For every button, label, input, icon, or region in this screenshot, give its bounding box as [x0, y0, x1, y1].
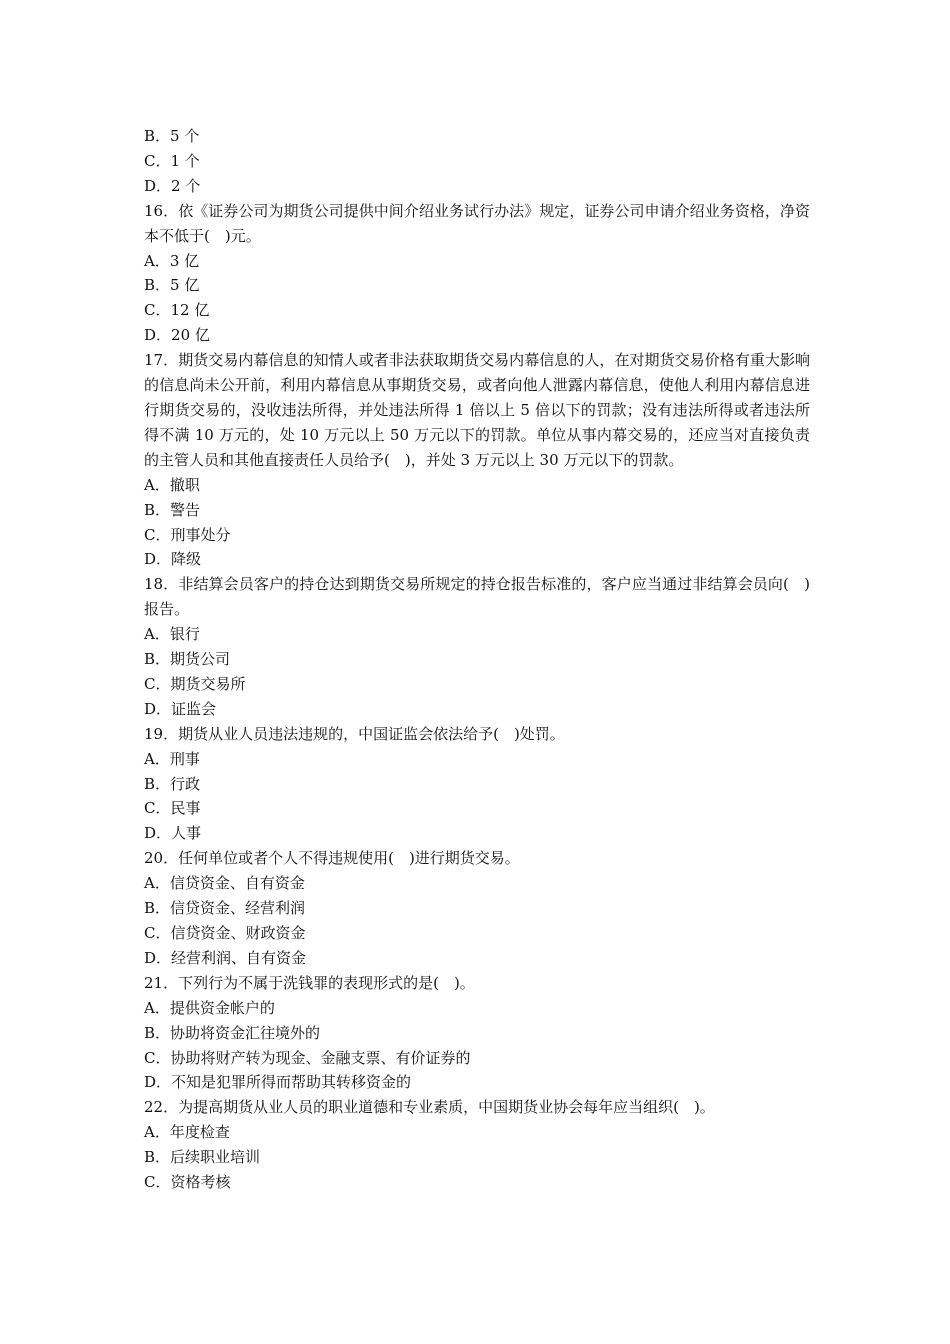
option-item: C．期货交易所: [144, 674, 246, 693]
option-item: B．信贷资金、经营利润: [144, 899, 306, 918]
question-body: 依《证券公司为期货公司提供中间介绍业务试行办法》规定，证券公司申请介绍业务资格，净资本不低于( )元。: [144, 201, 810, 245]
question-number: 18．: [144, 575, 179, 594]
option-item: C．刑事处分: [144, 525, 231, 544]
question-number: 17．: [144, 351, 179, 370]
question-text: [144, 348, 810, 473]
option-item: A．刑事: [144, 749, 200, 768]
question-21: [144, 971, 810, 1096]
question-22: [144, 1095, 810, 1195]
question-number: 20．: [144, 849, 179, 868]
option-item: B．期货公司: [144, 650, 231, 669]
option-item: D．不知是犯罪所得而帮助其转移资金的: [144, 1073, 412, 1092]
question-text: [144, 572, 810, 622]
question-body: 期货从业人员违法违规的，中国证监会依法给予( )处罚。: [178, 724, 565, 743]
question-text: [144, 1095, 810, 1120]
question-text: [144, 722, 810, 747]
question-number: 22．: [144, 1098, 179, 1117]
question-16: [144, 199, 810, 348]
document-page: [144, 124, 810, 1195]
option-item: D．人事: [144, 824, 202, 843]
question-number: 21．: [144, 973, 179, 992]
option-item: D．降级: [144, 550, 202, 569]
question-body: 任何单位或者个人不得违规使用( )进行期货交易。: [178, 849, 520, 868]
option-item: A．3 亿: [144, 251, 200, 270]
question-20: [144, 846, 810, 971]
option-item: A．信贷资金、自有资金: [144, 874, 305, 893]
option-item: C．12 亿: [144, 301, 210, 320]
option-item: C．资格考核: [144, 1173, 231, 1192]
question-body: 非结算会员客户的持仓达到期货交易所规定的持仓报告标准的，客户应当通过非结算会员向( )报告。: [144, 575, 810, 619]
option-item: B．5 个: [144, 127, 200, 145]
option-item: B．协助将资金汇往境外的: [144, 1023, 321, 1042]
option-item: B．5 亿: [144, 276, 200, 295]
continuation-options: [144, 124, 810, 199]
question-number: 19．: [144, 724, 179, 743]
question-body: 下列行为不属于洗钱罪的表现形式的是( )。: [178, 973, 475, 992]
option-item: C．民事: [144, 799, 201, 818]
option-item: D．经营利润、自有资金: [144, 948, 307, 967]
option-item: C．1 个: [144, 151, 200, 170]
question-text: [144, 971, 810, 996]
question-body: 期货交易内幕信息的知情人或者非法获取期货交易内幕信息的人，在对期货交易价格有重大影响的信息尚未公开前，利用内幕信息从事期货交易，或者向他人泄露内幕信息，使他人利用内幕信息进行期货交易的，没收违法所得，并处违法所得 1 倍以上 5 倍以下的罚款；没有违法所得或者违法所得不满 10 万元的，处 10 万元以上 50 万元以下的罚款。单位从事内幕交易的，还应当对直接负责的主管人员和其他直接责任人员给予( )，并处 3 万元以上 30 万元以下的罚款。: [144, 351, 810, 469]
option-item: D．证监会: [144, 699, 217, 718]
question-19: [144, 722, 810, 847]
option-item: B．后续职业培训: [144, 1148, 261, 1167]
option-item: A．撤职: [144, 475, 200, 494]
question-text: [144, 199, 810, 249]
option-item: A．提供资金帐户的: [144, 998, 275, 1017]
question-17: [144, 348, 810, 572]
question-number: 16．: [144, 201, 179, 220]
option-item: D．2 个: [144, 176, 201, 195]
question-text: [144, 846, 810, 871]
question-body: 为提高期货从业人员的职业道德和专业素质，中国期货业协会每年应当组织( )。: [178, 1098, 715, 1117]
option-item: A．年度检查: [144, 1123, 230, 1142]
question-18: [144, 572, 810, 721]
option-item: B．警告: [144, 500, 201, 519]
option-item: D．20 亿: [144, 326, 210, 345]
option-item: A．银行: [144, 625, 200, 644]
option-item: B．行政: [144, 774, 201, 793]
option-item: C．信贷资金、财政资金: [144, 924, 306, 942]
option-item: C．协助将财产转为现金、金融支票、有价证券的: [144, 1048, 471, 1067]
